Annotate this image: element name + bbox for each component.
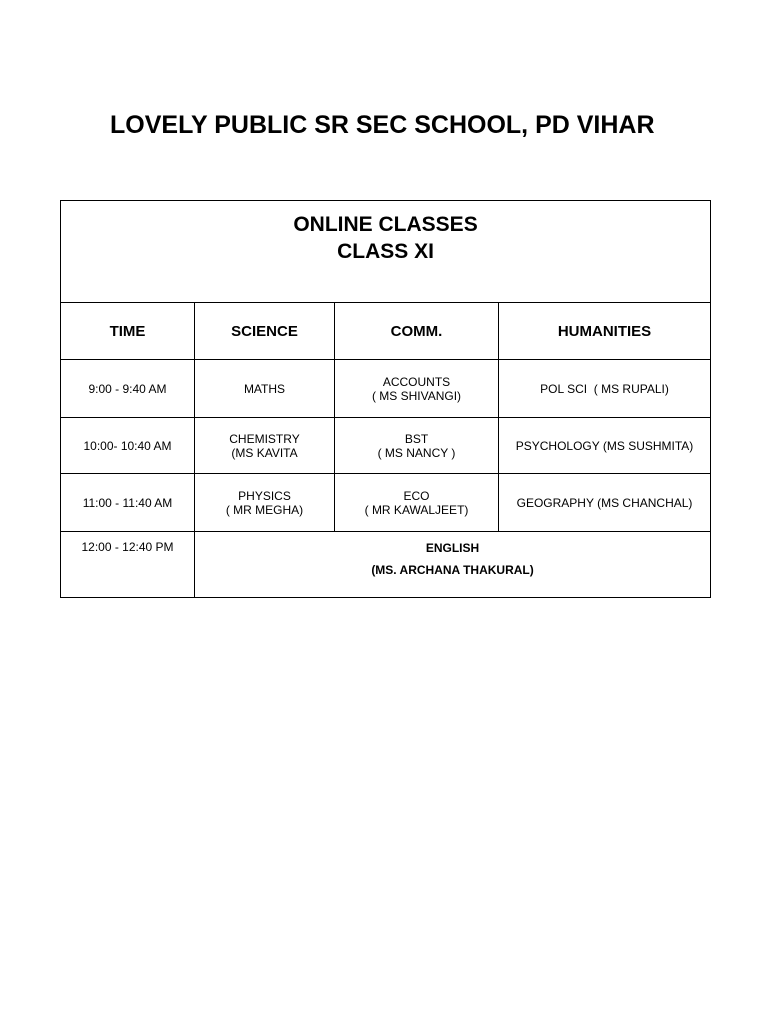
commerce-cell: [335, 360, 499, 418]
science-teacher: (MS KAVITA: [231, 445, 298, 460]
english-subject: ENGLISH: [425, 541, 480, 555]
commerce-subject: ECO: [403, 488, 430, 503]
english-cell: [195, 532, 711, 598]
timetable-heading-line1: ONLINE CLASSES: [293, 213, 478, 236]
school-title: LOVELY PUBLIC SR SEC SCHOOL, PD VIHAR: [110, 111, 655, 139]
commerce-cell: [335, 474, 499, 532]
time-cell: 11:00 - 11:40 AM: [61, 474, 195, 532]
column-header-humanities: HUMANITIES: [499, 303, 711, 360]
english-teacher: (MS. ARCHANA THAKURAL): [371, 563, 534, 577]
science-cell: [195, 474, 335, 532]
timetable-heading-line2: CLASS XI: [337, 240, 434, 263]
timetable-heading-row: [61, 201, 711, 303]
column-header-commerce: COMM.: [335, 303, 499, 360]
commerce-teacher: ( MS SHIVANGI): [371, 388, 462, 403]
science-teacher: ( MR MEGHA): [225, 502, 304, 517]
time-cell: 10:00- 10:40 AM: [61, 418, 195, 474]
commerce-teacher: ( MR KAWALJEET): [364, 502, 469, 517]
humanities-cell: PSYCHOLOGY (MS SUSHMITA): [499, 418, 711, 474]
science-subject: PHYSICS: [238, 488, 291, 503]
commerce-subject: ACCOUNTS: [382, 374, 451, 389]
column-header-time: TIME: [61, 303, 195, 360]
table-row: [61, 474, 711, 532]
table-row: [61, 360, 711, 418]
science-subject: MATHS: [243, 381, 286, 396]
commerce-teacher: ( MS NANCY ): [377, 445, 456, 460]
time-cell: 12:00 - 12:40 PM: [61, 532, 195, 598]
science-cell: [195, 360, 335, 418]
science-subject: CHEMISTRY: [229, 431, 300, 446]
timetable: [60, 200, 711, 598]
humanities-cell: GEOGRAPHY (MS CHANCHAL): [499, 474, 711, 532]
science-cell: [195, 418, 335, 474]
table-row: [61, 418, 711, 474]
column-header-science: SCIENCE: [195, 303, 335, 360]
column-header-row: [61, 303, 711, 360]
commerce-cell: [335, 418, 499, 474]
commerce-subject: BST: [404, 431, 429, 446]
time-cell: 9:00 - 9:40 AM: [61, 360, 195, 418]
table-row-english: [61, 532, 711, 598]
humanities-cell: POL SCI ( MS RUPALI): [499, 360, 711, 418]
timetable-heading: [61, 201, 711, 303]
